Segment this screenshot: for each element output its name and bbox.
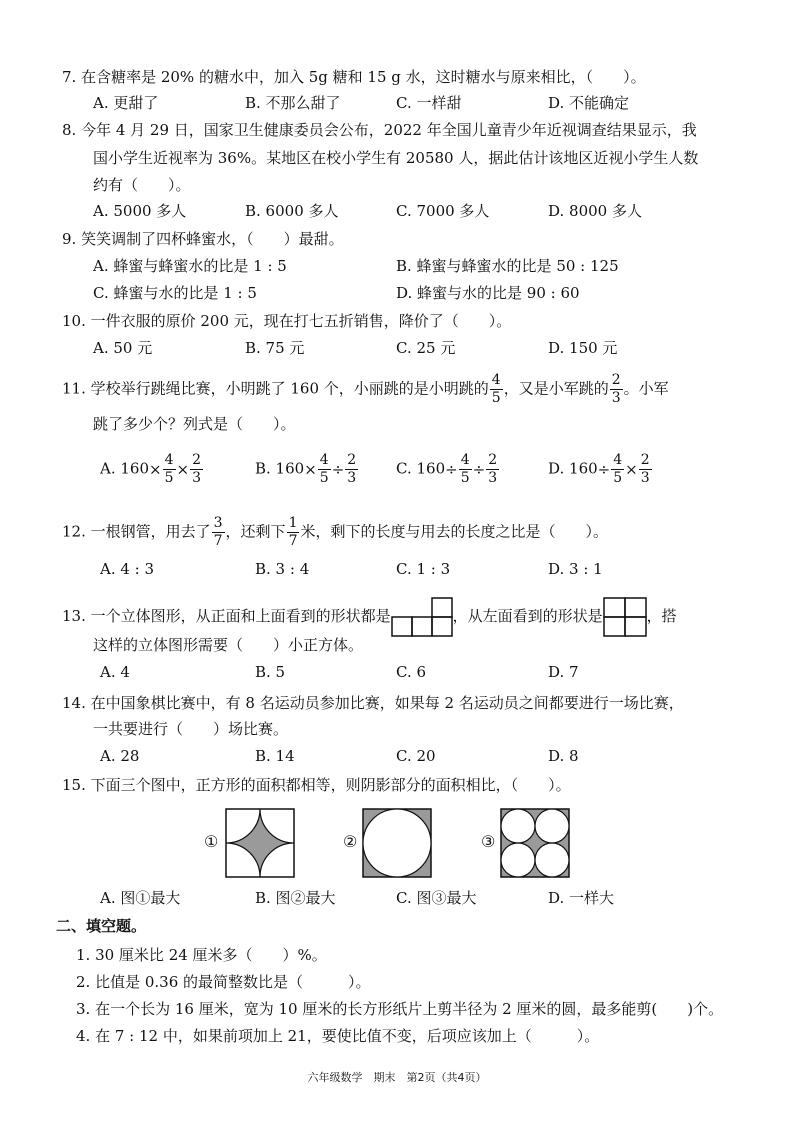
q12-frac1-den: 7	[213, 533, 223, 549]
q11-c-op2: ÷	[472, 460, 486, 479]
q8-option-c: C. 7000 多人	[396, 202, 490, 220]
q11-stem-part-b: ，又是小军跳的	[503, 379, 609, 398]
q11-d-f2d: 3	[640, 470, 650, 486]
q11-stem-line1	[62, 372, 669, 407]
q11-b-f1d: 5	[319, 470, 329, 486]
q9-option-c: C. 蜂蜜与水的比是 1 : 5	[93, 284, 257, 302]
fill-item-1: 1. 30 厘米比 24 厘米多（ ）%。	[76, 946, 327, 964]
q13-option-b: B. 5	[255, 663, 286, 681]
q11-a-op2: ×	[176, 460, 190, 479]
q12-frac1-num: 3	[213, 515, 223, 531]
q13-stem-part-a: 13. 一个立体图形，从正面和上面看到的形状都是	[62, 607, 391, 625]
q8-option-d: D. 8000 多人	[548, 202, 642, 220]
q11-c-frac2	[486, 452, 499, 487]
q13-option-c: C. 6	[396, 663, 427, 681]
q10-option-c: C. 25 元	[396, 339, 456, 357]
q11-frac2-num: 2	[611, 372, 621, 388]
q8-stem-line2: 国小学生近视率为 36%。某地区在校小学生有 20580 人，据此估计该地区近视小学生人数	[93, 149, 699, 167]
q9-option-a: A. 蜂蜜与蜂蜜水的比是 1 : 5	[93, 257, 287, 275]
q11-stem-part-a: 11. 学校举行跳绳比赛，小明跳了 160 个，小丽跳的是小明跳的	[62, 379, 489, 398]
q9-option-b: B. 蜂蜜与蜂蜜水的比是 50 : 125	[396, 257, 619, 275]
q12-frac2-num: 1	[288, 515, 298, 531]
fill-item-3: 3. 在一个长为 16 厘米，宽为 10 厘米的长方形纸片上剪半径为 2 厘米的圆，最多能剪( )个。	[76, 1000, 724, 1018]
q12-option-c: C. 1 : 3	[396, 560, 451, 578]
q9-option-d: D. 蜂蜜与水的比是 90 : 60	[396, 284, 580, 302]
q8-option-b: B. 6000 多人	[245, 202, 339, 220]
q11-d-f2n: 2	[640, 452, 650, 468]
figure-3-square-four-circles	[500, 808, 570, 878]
q11-c-label: C. 160	[396, 459, 446, 478]
q11-c-f2n: 2	[488, 452, 498, 468]
q11-b-label: B. 160	[255, 459, 305, 478]
q12-option-a: A. 4 : 3	[100, 560, 155, 578]
q13-option-a: A. 4	[100, 663, 130, 681]
q10-option-a: A. 50 元	[93, 339, 153, 357]
q11-fraction-2	[610, 372, 623, 407]
q15-stem: 15. 下面三个图中，正方形的面积都相等，则阴影部分的面积相比，（ ）。	[62, 776, 571, 794]
q11-b-f2n: 2	[347, 452, 357, 468]
q14-option-b: B. 14	[255, 747, 295, 765]
q11-d-f1n: 4	[613, 452, 623, 468]
fill-item-4: 4. 在 7 : 12 中，如果前项加上 21，要使比值不变，后项应该加上（ ）。	[76, 1027, 600, 1045]
q11-frac1-num: 4	[491, 372, 501, 388]
q7-option-c: C. 一样甜	[396, 94, 462, 112]
figure-1-square-quarter-arcs	[225, 808, 295, 878]
q10-stem: 10. 一件衣服的原价 200 元，现在打七五折销售，降价了（ ）。	[62, 312, 512, 330]
left-view-shape	[603, 597, 647, 637]
q11-a-label: A. 160	[100, 459, 149, 478]
figure-3-label: ③	[481, 832, 496, 851]
q11-c-frac1	[459, 452, 472, 487]
q11-d-op1: ÷	[597, 460, 611, 479]
q9-stem: 9. 笑笑调制了四杯蜂蜜水，（ ）最甜。	[62, 230, 344, 248]
q11-a-frac1	[163, 452, 176, 487]
q15-option-d: D. 一样大	[548, 889, 615, 907]
q11-a-f2d: 3	[192, 470, 201, 486]
q12-stem	[62, 515, 608, 550]
q11-a-op1: ×	[149, 460, 162, 479]
q11-b-frac1	[318, 452, 331, 487]
q15-option-b: B. 图②最大	[255, 889, 336, 907]
section-2-title: 二、填空题。	[56, 917, 147, 935]
q12-frac2-den: 7	[288, 533, 298, 549]
q15-option-c: C. 图③最大	[396, 889, 477, 907]
q11-d-op2: ×	[625, 460, 638, 479]
q11-a-f1d: 5	[164, 470, 174, 486]
q11-d-frac2	[639, 452, 652, 487]
q14-option-a: A. 28	[100, 747, 140, 765]
q13-stem-part-c: ，搭	[646, 607, 677, 625]
q7-option-a: A. 更甜了	[93, 94, 159, 112]
q11-frac1-den: 5	[491, 390, 501, 406]
q10-option-d: D. 150 元	[548, 339, 618, 357]
q11-stem-part-c: 。小军	[623, 379, 669, 398]
front-top-view-shape	[391, 597, 453, 637]
q11-c-f1d: 5	[460, 470, 470, 486]
q11-c-f1n: 4	[460, 452, 470, 468]
q13-stem-part-b: ，从左面看到的形状是	[452, 607, 603, 625]
q12-stem-part-c: 米，剩下的长度与用去的长度之比是（ ）。	[300, 522, 608, 541]
q13-stem-line1	[62, 597, 677, 637]
q11-fraction-1	[490, 372, 503, 407]
q14-stem-line2: 一共要进行（ ）场比赛。	[93, 720, 289, 738]
q11-option-c	[396, 452, 500, 487]
q11-frac2-den: 3	[611, 390, 621, 406]
q11-option-b	[255, 452, 359, 487]
q7-stem: 7. 在含糖率是 20% 的糖水中，加入 5g 糖和 15 g 水，这时糖水与原来相比，（ ）。	[62, 68, 646, 86]
q11-b-op1: ×	[304, 460, 317, 479]
q12-option-b: B. 3 : 4	[255, 560, 310, 578]
page-footer: 六年级数学 期末 第2页（共4页）	[307, 1071, 487, 1084]
q11-d-frac1	[611, 452, 624, 487]
q14-stem-line1: 14. 在中国象棋比赛中，有 8 名运动员参加比赛，如果每 2 名运动员之间都要进行一场比赛，	[62, 694, 684, 712]
q12-option-d: D. 3 : 1	[548, 560, 603, 578]
q8-stem-line1: 8. 今年 4 月 29 日，国家卫生健康委员会公布，2022 年全国儿童青少年近视调查结果显示，我	[62, 121, 697, 139]
figure-1-label: ①	[204, 832, 219, 851]
q11-c-f2d: 3	[488, 470, 498, 486]
q8-stem-line3: 约有（ ）。	[93, 176, 191, 194]
q13-stem-line2: 这样的立体图形需要（ ）小正方体。	[93, 636, 364, 654]
q11-b-f1n: 4	[319, 452, 329, 468]
q14-option-d: D. 8	[548, 747, 579, 765]
q12-fraction-2	[287, 515, 300, 550]
figure-2-square-inscribed-circle	[362, 808, 432, 878]
q12-stem-part-b: ，还剩下	[225, 522, 286, 541]
q11-option-d	[548, 452, 653, 487]
q7-option-b: B. 不那么甜了	[245, 94, 341, 112]
q11-b-op2: ÷	[331, 460, 345, 479]
q11-d-f1d: 5	[613, 470, 623, 486]
q15-option-a: A. 图①最大	[100, 889, 181, 907]
q11-a-f2n: 2	[192, 452, 201, 468]
q11-d-label: D. 160	[548, 459, 598, 478]
q11-b-frac2	[345, 452, 358, 487]
q13-option-d: D. 7	[548, 663, 579, 681]
q11-b-f2d: 3	[347, 470, 357, 486]
fill-item-2: 2. 比值是 0.36 的最简整数比是（ ）。	[76, 973, 371, 991]
q12-fraction-1	[212, 515, 225, 550]
q11-option-a	[100, 452, 204, 487]
q14-option-c: C. 20	[396, 747, 436, 765]
q10-option-b: B. 75 元	[245, 339, 305, 357]
q11-a-f1n: 4	[164, 452, 174, 468]
q11-c-op1: ÷	[445, 460, 458, 479]
q7-option-d: D. 不能确定	[548, 94, 630, 112]
q12-stem-part-a: 12. 一根钢管，用去了	[62, 522, 211, 541]
figure-2-label: ②	[343, 832, 358, 851]
q11-a-frac2	[190, 452, 203, 487]
q11-stem-line2: 跳了多少个？列式是（ ）。	[93, 415, 296, 433]
q8-option-a: A. 5000 多人	[93, 202, 187, 220]
